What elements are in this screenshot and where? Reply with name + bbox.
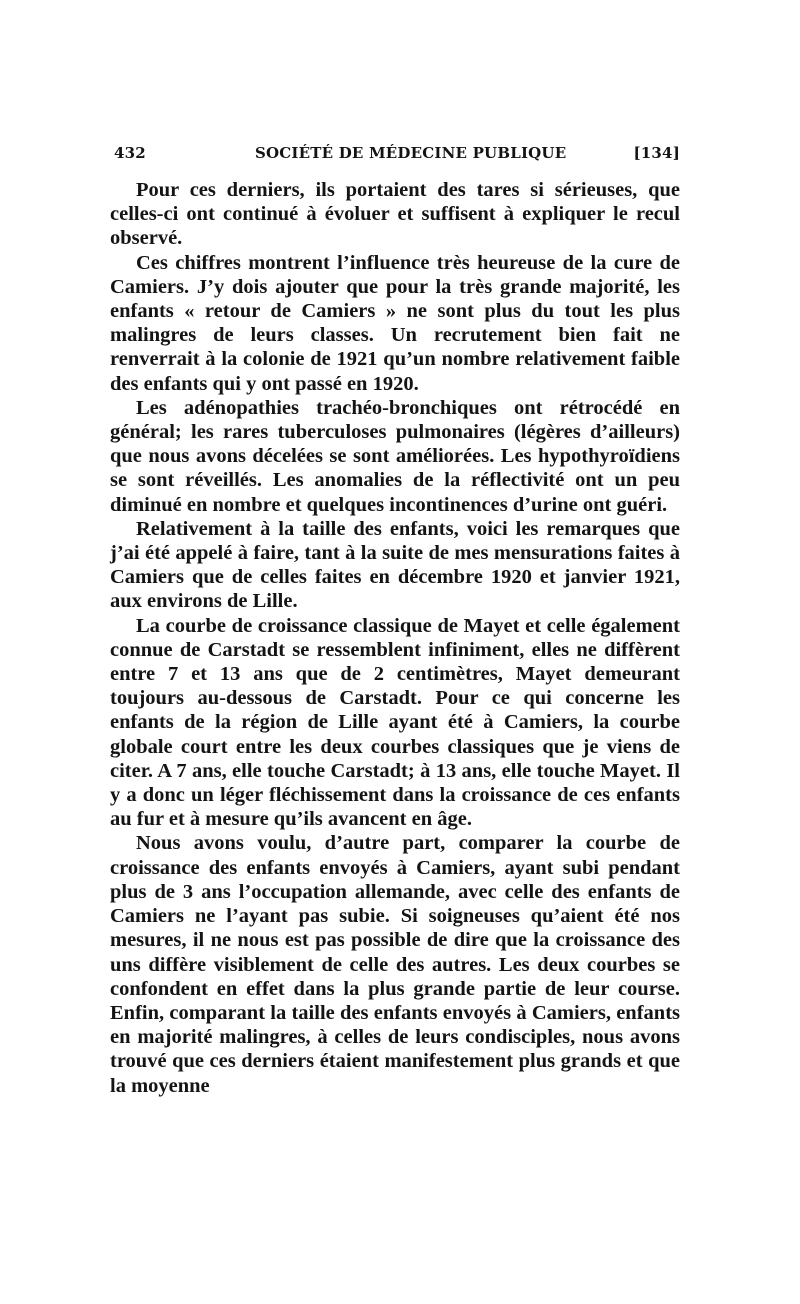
paragraph: Nous avons voulu, d’autre part, comparer la courbe de croissance des enfants envoyés à Camiers, ayant subi pendant plus de 3 ans l’occupation allemande, avec celle des enfants de Camiers ne l’ayant pas subie. Si soigneuses qu’aient été nos mesures, il ne nous est pas possible de dire que la croissance des uns diffère visiblement de celle des autres. Les deux courbes se confondent en effet dans la plus grande partie de leur course. Enfin, comparant la taille des enfants envoyés à Camiers, enfants en majorité malingres, à celles de leurs condisciples, nous avons trouvé que ces derniers étaient manifestement plus grands et que la moyenne xyxy=(110,832,680,1097)
paragraph: Ces chiffres montrent l’influence très heureuse de la cure de Camiers. J’y dois ajouter que pour la très grande majorité, les enfants « retour de Camiers » ne sont plus du tout les plus malingres de leurs classes. Un recrutement bien fait ne renverrait à la colonie de 1921 qu’un nombre relativement faible des enfants qui y ont passé en 1920. xyxy=(110,251,680,395)
paragraph: Pour ces derniers, ils portaient des tares si sérieuses, que celles-ci ont continué à évoluer et suffisent à expliquer le recul observé. xyxy=(110,179,680,250)
paragraph: Les adénopathies trachéo-bronchiques ont rétrocédé en général; les rares tuberculoses pulmonaires (légères d’ailleurs) que nous avons décelées se sont améliorées. Les hypothyroïdiens se sont réveillés. Les anomalies de la réflectivité ont un peu diminué en nombre et quelques incontinences d’urine ont guéri. xyxy=(110,396,680,516)
running-header xyxy=(110,144,682,168)
body-text xyxy=(110,178,680,1098)
page-number: 432 xyxy=(114,144,146,162)
paragraph: La courbe de croissance classique de Mayet et celle également connue de Carstadt se ressemblent infiniment, elles ne diffèrent entre 7 et 13 ans que de 2 centimètres, Mayet demeurant toujours au-dessous de Carstadt. Pour ce qui concerne les enfants de la région de Lille ayant été à Camiers, la courbe globale court entre les deux courbes classiques que je viens de citer. A 7 ans, elle touche Carstadt; à 13 ans, elle touche Mayet. Il y a donc un léger fléchissement dans la croissance de ces enfants au fur et à mesure qu’ils avancent en âge. xyxy=(110,614,680,831)
running-title: SOCIÉTÉ DE MÉDECINE PUBLIQUE xyxy=(255,144,567,162)
bracket-page-number: [134] xyxy=(633,144,680,162)
paragraph: Relativement à la taille des enfants, voici les remarques que j’ai été appelé à faire, tant à la suite de mes mensurations faites à Camiers que de celles faites en décembre 1920 et janvier 1921, aux environs de Lille. xyxy=(110,517,680,613)
